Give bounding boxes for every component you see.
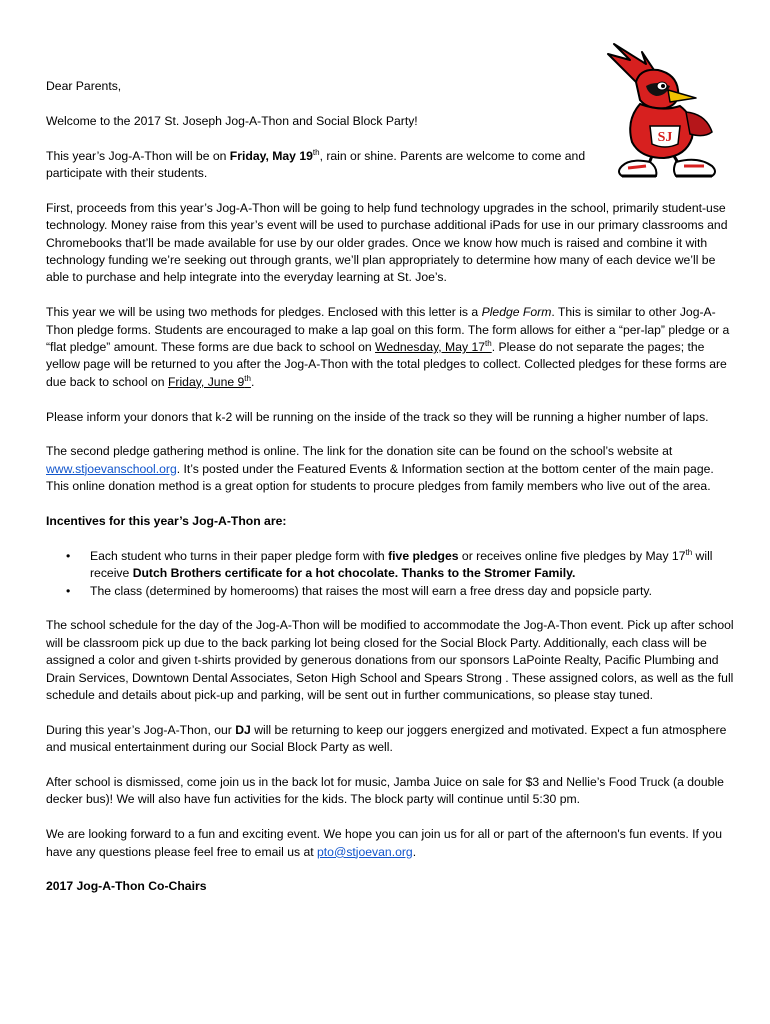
closing-paragraph: We are looking forward to a fun and exciting event. We hope you can join us for all or part of the afternoon's fun events. If you have any questions please feel free to email us at pto@stjoevan.org.: [46, 827, 722, 859]
proceeds-paragraph: First, proceeds from this year’s Jog-A-Thon will be going to help fund technology upgrades in the school, primarily student-use technology. Money raise from this year’s event will be used to purchase additional iPads for use in our primary classrooms and Chromebooks that’ll be made available for use by our older grades. Once we know how much is raised and combine it with technology funding we’re seeking out through grants, we’ll plan appropriately to determine how many of each device we’ll be able to purchase and help integrate into the everyday learning at St. Joe’s.: [46, 200, 728, 285]
event-date-paragraph: This year’s Jog-A-Thon will be on Friday, May 19th, rain or shine. Parents are welcome to come and participate with their students.: [46, 147, 586, 180]
event-date: Friday, May 19: [229, 148, 313, 163]
schedule-paragraph: The school schedule for the day of the Jog-A-Thon will be modified to accommodate the Jog-A-Thon event. Pick up after school will be classroom pick up due to the back parking lot being closed for the Social Block Party. Additionally, each class will be assigned a color and given t-shirts provided by generous donations from our sponsors LaPointe Realty, Pacific Plumbing and Drain Services, Downtown Dental Associates, Seton High School and Spears Strong . These assigned colors, as well as the full schedule and details about pick-up and parking, will be sent out in further communications, so please stay tuned.: [46, 618, 734, 703]
incentives-list: [46, 548, 736, 600]
greeting: Dear Parents,: [46, 79, 122, 93]
letter-body: [46, 78, 736, 913]
school-website-link[interactable]: www.stjoevanschool.org: [46, 461, 177, 476]
list-item: • The class (determined by homerooms) that raises the most will earn a free dress day and popsicle party.: [90, 583, 736, 600]
welcome-line: Welcome to the 2017 St. Joseph Jog-A-Thon and Social Block Party!: [46, 113, 418, 128]
incentives-heading: Incentives for this year’s Jog-A-Thon are:: [46, 514, 287, 529]
after-school-paragraph: After school is dismissed, come join us in the back lot for music, Jamba Juice on sale for $3 and Nellie’s Food Truck (a double decker bus)! We will also have fun activities for the kids. The block party will continue until 5:30 pm.: [46, 775, 724, 807]
dj-paragraph: During this year’s Jog-A-Thon, our DJ will be returning to keep our joggers energized and motivated. Expect a fun atmosphere and musical entertainment during our Social Block Party as well.: [46, 722, 727, 755]
online-pledge-paragraph: The second pledge gathering method is online. The link for the donation site can be found on the school’s website at www.stjoevanschool.org. It’s posted under the Featured Events & Information section at the bottom center of the main page. This online donation method is a great option for students to procure pledges from family members who live out of the area.: [46, 444, 714, 494]
contact-email-link[interactable]: pto@stjoevan.org: [317, 844, 413, 859]
collection-due-date: Friday, June 9th: [167, 373, 251, 389]
donors-paragraph: Please inform your donors that k-2 will be running on the inside of the track so they will be running a higher number of laps.: [46, 409, 709, 424]
signature: 2017 Jog-A-Thon Co-Chairs: [46, 879, 207, 894]
list-item: • Each student who turns in their paper pledge form with five pledges or receives online five pledges by May 17th will receive Dutch Brothers certificate for a hot chocolate. Thanks to the Stromer Family.: [90, 548, 736, 583]
pledge-methods-paragraph: This year we will be using two methods for pledges. Enclosed with this letter is a Pledge Form. This is similar to other Jog-A-Thon pledge forms. Students are encouraged to make a lap goal on this form. The form allows for either a “per-lap” pledge or a “flat pledge” amount. These forms are due back to school on Wednesday, May 17th. Please do not separate the pages; the yellow page will be returned to you after the Jog-A-Thon with the total pledges to collect. Collected pledges for these forms are due back to school on Friday, June 9th.: [46, 305, 730, 389]
mascot-monogram: SJ: [657, 130, 673, 145]
form-due-date: Wednesday, May 17th: [375, 339, 492, 355]
pledge-form-name: Pledge Form: [481, 305, 552, 320]
